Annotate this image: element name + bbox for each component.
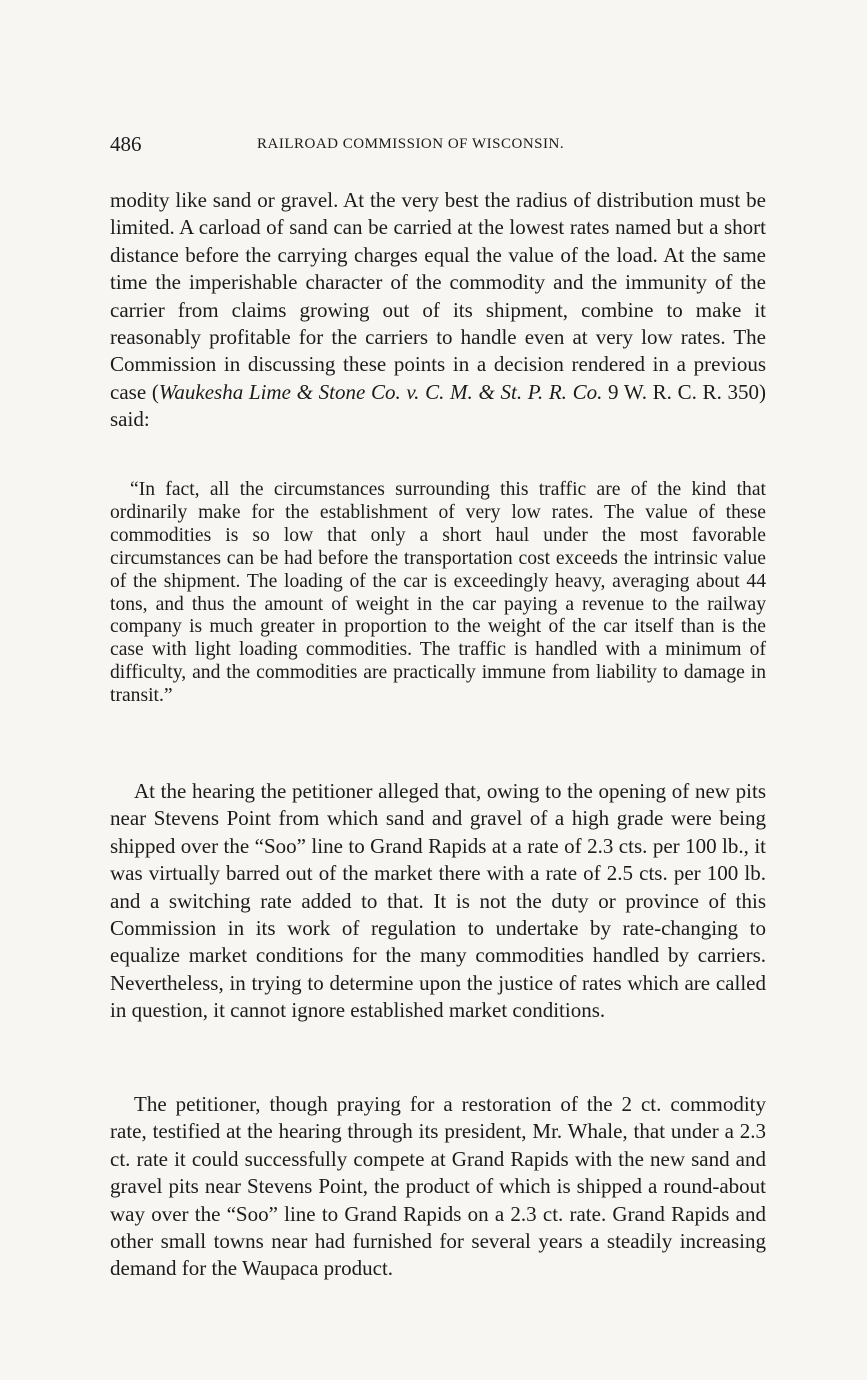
page-number: 486 <box>110 132 142 156</box>
paragraph-3: The petitioner, though praying for a restoration of the 2 ct. commodity rate, testified at the hearing through its president, Mr. Whale, that under a 2.3 ct. rate it could successfully compete at Grand Rapids with the new sand and gravel pits near Stevens Point, the product of which is shipped a round-about way over the “Soo” line to Grand Rapids on a 2.3 ct. rate. Grand Rapids and other small towns near had furnished for several years a steadily increasing demand for the Waupaca product. <box>110 1092 766 1281</box>
running-head: RAILROAD COMMISSION OF WISCONSIN. <box>257 136 565 152</box>
page-header <box>110 132 765 162</box>
paragraph-1-text: modity like sand or gravel. At the very best the radius of distribution must be limited. A carload of sand can be carried at the lowest rates named but a short distance before the carrying charges equal the value of the load. At the same time the imperishable character of the commodity and the immunity of the carrier from claims growing out of its shipment, combine to make it reasonably profitable for the carriers to handle even at very low rates. The Commission in discussing these points in a decision rendered in a previous case ( <box>110 188 766 404</box>
case-name: Waukesha Lime & Stone Co. v. C. M. & St. P. R. Co. <box>158 379 603 404</box>
block-quote: “In fact, all the circumstances surrounding this traffic are of the kind that ordinarily make for the establishment of very low rates. The value of these commodities is so low that only a short haul under the most favorable circumstances can be had before the transportation cost exceeds the intrinsic value of the shipment. The loading of the car is exceedingly heavy, averaging about 44 tons, and thus the amount of weight in the car paying a revenue to the railway company is much greater in proportion to the weight of the car itself than is the case with light loading commodities. The traffic is handled with a minimum of difficulty, and the commodities are practically immune from liability to damage in transit.” <box>110 479 766 707</box>
paragraph-2: At the hearing the petitioner alleged that, owing to the opening of new pits near Stevens Point from which sand and gravel of a high grade were being shipped over the “Soo” line to Grand Rapids at a rate of 2.3 cts. per 100 lb., it was virtually barred out of the market there with a rate of 2.5 cts. per 100 lb. and a switching rate added to that. It is not the duty or province of this Commission in its work of regulation to undertake by rate-changing to equalize market conditions for the many commodities handled by carriers. Nevertheless, in trying to determine upon the justice of rates which are called in question, it cannot ignore established market conditions. <box>110 779 766 1023</box>
case-citation: 9 W. R. C. R. 350) said: <box>110 379 766 432</box>
paragraph-1 <box>110 187 766 434</box>
